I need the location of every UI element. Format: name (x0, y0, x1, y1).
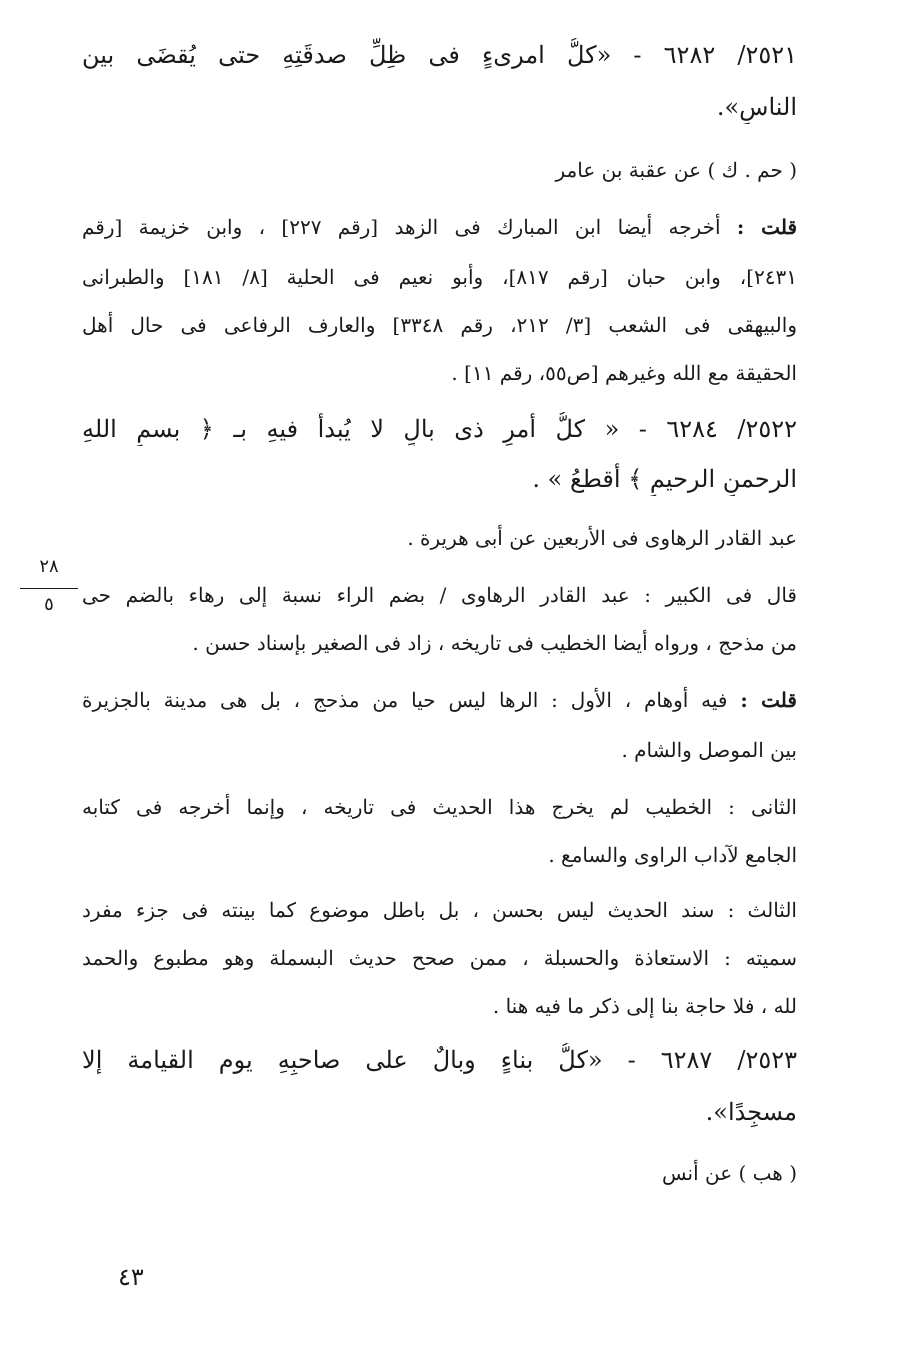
hadith-2522-kabir-line-1: قال فى الكبير : عبد القادر الرهاوى / بضم الراء نسبة إلى رهاء بالضم حى (82, 583, 797, 607)
page-number: ٤٣ (118, 1263, 144, 1291)
hadith-2522-source: عبد القادر الرهاوى فى الأربعين عن أبى هريرة . (407, 526, 797, 550)
note-label: قلت : (740, 688, 797, 712)
hadith-2523-source: ( هب ) عن أنس (662, 1161, 797, 1185)
hadith-2521-note-line-3: والبيهقى فى الشعب [٣/ ٢١٢، رقم ٣٣٤٨] والعارف الرفاعى فى حال أهل (82, 313, 797, 337)
hadith-2522-note2-line-2: الجامع لآداب الراوى والسامع . (548, 843, 797, 867)
hadith-2521-note-line-1 (82, 212, 797, 242)
hadith-2522-note3-line-3: لله ، فلا حاجة بنا إلى ذكر ما فيه هنا . (492, 994, 797, 1018)
hadith-2521-text-line-2: الناسِ». (716, 93, 797, 121)
hadith-2522-note3-line-1: الثالث : سند الحديث ليس بحسن ، بل باطل موضوع كما بينته فى جزء مفرد (82, 898, 797, 922)
note-text: فيه أوهام ، الأول : الرها ليس حيا من مذحج ، بل هى مدينة بالجزيرة (82, 688, 728, 712)
hadith-2522-note1-line-1 (82, 685, 797, 715)
margin-ref-bottom: ٥ (44, 594, 54, 615)
hadith-2523-text-line-2: مسجِدًا». (705, 1098, 797, 1126)
note-label: قلت : (736, 215, 797, 239)
hadith-2521-source: ( حم . ك ) عن عقبة بن عامر (555, 158, 797, 182)
hadith-2521-note-line-2: ٢٤٣١]، وابن حبان [رقم ٨١٧]، وأبو نعيم فى الحلية [٨/ ١٨١] والطبرانى (82, 265, 797, 289)
hadith-2522-note2-line-1: الثانى : الخطيب لم يخرج هذا الحديث فى تاريخه ، وإنما أخرجه فى كتابه (82, 795, 797, 819)
margin-ref-divider (20, 588, 78, 589)
hadith-2521-text-line-1: ٢٥٢١/ ٦٢٨٢ - «كلُّ امرىءٍ فى ظِلِّ صدقَتِهِ حتى يُقضَى بين (82, 41, 797, 69)
hadith-2522-kabir-line-2: من مذحج ، ورواه أيضا الخطيب فى تاريخه ، زاد فى الصغير بإسناد حسن . (192, 631, 797, 655)
hadith-2522-note3-line-2: سميته : الاستعاذة والحسبلة ، ممن صحح حديث البسملة وهو مطبوع والحمد (82, 946, 797, 970)
hadith-2522-note1-line-2: بين الموصل والشام . (621, 738, 797, 762)
hadith-2523-text-line-1: ٢٥٢٣/ ٦٢٨٧ - «كلُّ بناءٍ وبالٌ على صاحبِهِ يوم القيامة إلا (82, 1046, 797, 1074)
hadith-2522-text-line-2: الرحمنِ الرحيمِ ﴾ أقطعُ » . (532, 465, 797, 493)
hadith-2522-text-line-1: ٢٥٢٢/ ٦٢٨٤ - « كلُّ أمرٍ ذى بالٍ لا يُبدأُ فيهِ بـ ﴿ بسمِ اللهِ (82, 415, 797, 443)
note-text: أخرجه أيضا ابن المبارك فى الزهد [رقم ٢٢٧] ، وابن خزيمة [رقم (82, 215, 721, 239)
margin-ref-top: ٢٨ (39, 556, 59, 577)
hadith-2521-note-line-4: الحقيقة مع الله وغيرهم [ص٥٥، رقم ١١] . (451, 361, 797, 385)
